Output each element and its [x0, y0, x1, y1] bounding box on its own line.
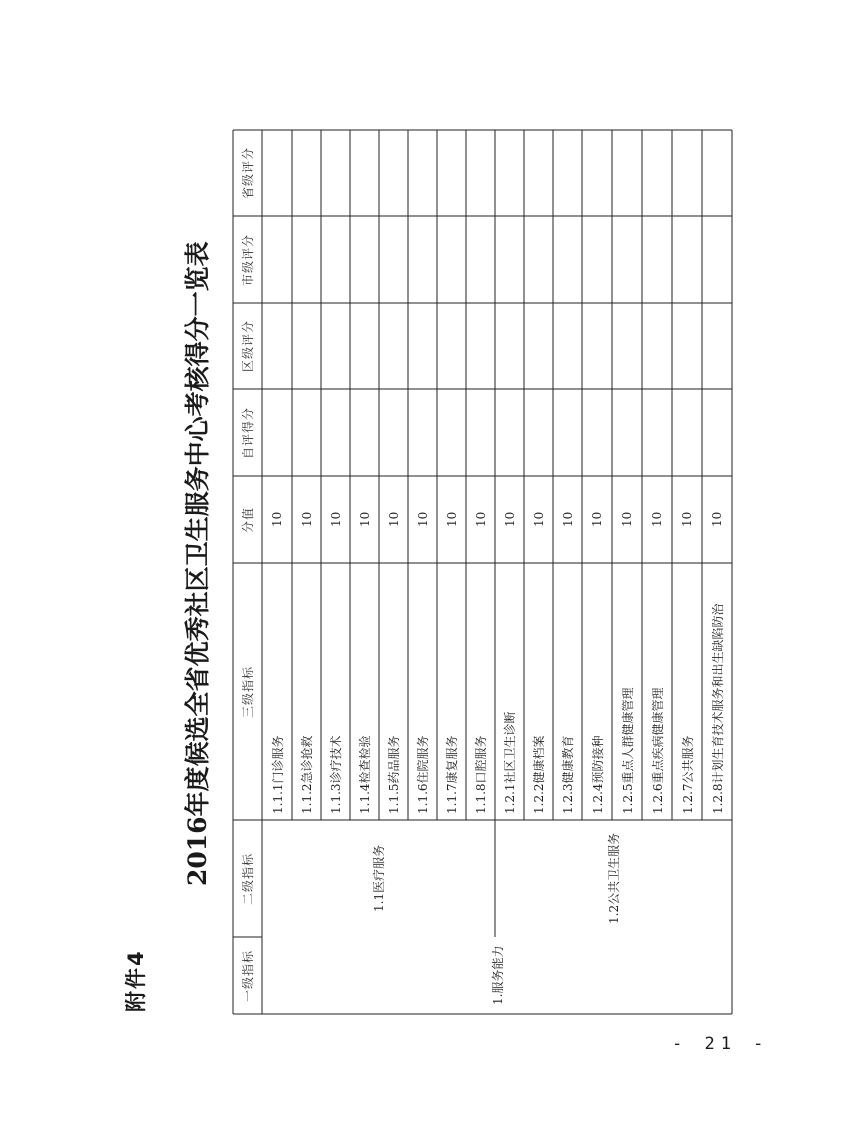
- row-score-value: 10: [357, 511, 372, 527]
- row-score-value: 10: [710, 511, 724, 527]
- header-city-score: 市级评分: [241, 233, 255, 286]
- header-level3: 三级指标: [241, 665, 255, 718]
- row-indicator: 1.1.3诊疗技术: [329, 735, 343, 814]
- row-indicator: 1.2.3健康教育: [561, 735, 575, 814]
- header-level2: 二级指标: [241, 852, 255, 905]
- row-indicator: 1.2.5重点人群健康管理: [620, 687, 635, 814]
- row-score-value: 10: [590, 511, 604, 527]
- header-province-score: 省级评分: [241, 146, 255, 199]
- row-indicator: 1.2.2健康档案: [532, 735, 546, 814]
- level2-label-medical: 1.1医疗服务: [372, 844, 386, 912]
- row-score-value: 10: [386, 511, 401, 527]
- row-score-value: 10: [328, 511, 343, 527]
- row-indicator: 1.1.1门诊服务: [270, 735, 285, 814]
- row-score-value: 10: [620, 511, 634, 527]
- row-indicator: 1.1.7康复服务: [445, 735, 459, 814]
- row-score-value: 10: [680, 511, 694, 527]
- row-score-value: 10: [299, 511, 314, 527]
- row-score-value: 10: [531, 511, 546, 527]
- row-indicator: 1.1.6住院服务: [416, 735, 430, 814]
- page-title: 2016年度候选全省优秀社区卫生服务中心考核得分一览表: [183, 241, 212, 886]
- row-indicator: 1.2.7公共服务: [680, 735, 695, 814]
- header-self-score: 自评得分: [241, 406, 255, 459]
- row-indicator: 1.2.4预防接种: [590, 735, 605, 814]
- row-score-value: 10: [473, 511, 488, 527]
- row-score-value: 10: [560, 511, 575, 527]
- row-indicator: 1.2.6重点疾病健康管理: [650, 687, 665, 814]
- row-score-value: 10: [444, 511, 459, 527]
- row-indicator: 1.2.8计划生育技术服务和出生缺陷防治: [710, 603, 725, 814]
- row-score-value: 10: [415, 511, 430, 527]
- level2-label-public-health: 1.2公共卫生服务: [607, 832, 621, 924]
- row-indicator: 1.2.1社区卫生诊断: [503, 711, 517, 814]
- attachment-label: 附件4: [124, 949, 148, 1012]
- row-indicator: 1.1.4检查检验: [358, 735, 372, 814]
- header-level1: 一级指标: [241, 949, 255, 1002]
- row-indicator: 1.1.8口腔服务: [474, 735, 488, 814]
- header-district-score: 区级评分: [241, 319, 255, 372]
- page-number: - 21 -: [672, 1034, 770, 1054]
- row-score-value: 10: [270, 511, 284, 527]
- level1-label: 1.服务能力: [490, 945, 505, 1005]
- row-indicator: 1.1.2急诊抢救: [300, 735, 314, 814]
- row-indicator: 1.1.5药品服务: [387, 735, 401, 814]
- header-score-value: 分值: [241, 506, 255, 533]
- row-score-value: 10: [502, 511, 517, 527]
- row-score-value: 10: [650, 511, 664, 527]
